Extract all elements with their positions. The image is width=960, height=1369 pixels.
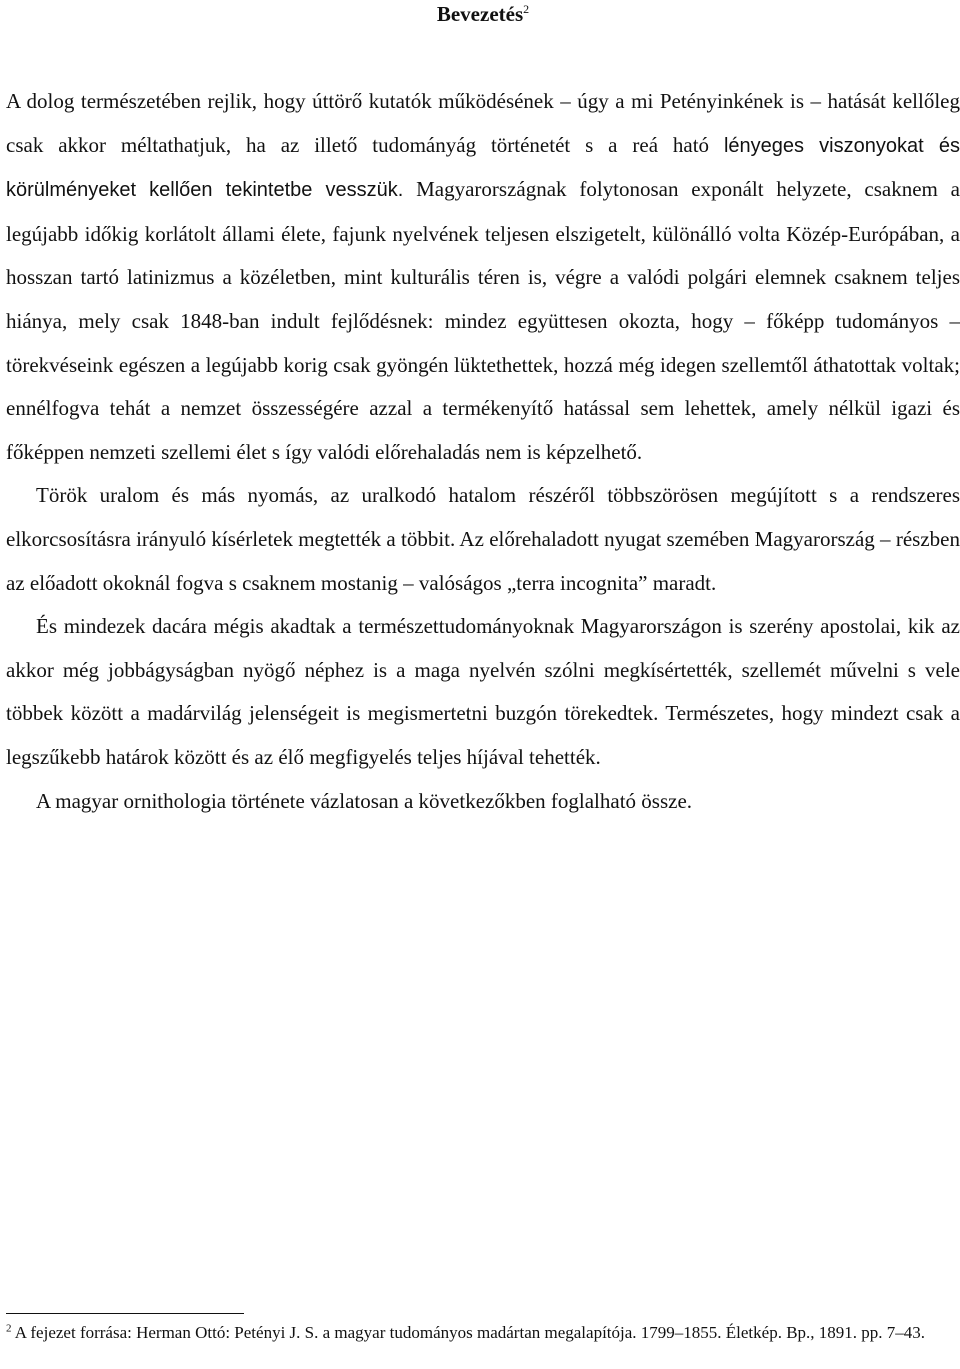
footnote-text: A fejezet forrása: Herman Ottó: Petényi J. S. a magyar tudományos madártan megalapítója. 1799–1855. Életkép. Bp., 1891. pp. 7–43. [11, 1323, 926, 1342]
title-footnote-ref: 2 [523, 2, 530, 16]
paragraph-4: A magyar ornithologia története vázlatosan a következőkben foglalható össze. [36, 788, 693, 813]
title-text: Bevezetés [436, 2, 524, 26]
body-text [6, 80, 960, 823]
paragraph-3: És mindezek dacára mégis akadtak a természettudományoknak Magyarországon is szerény apostolai, kik az akkor még jobbágyságban nyögő néphez is a maga nyelvén szólni megkísértették, szellemét művelni s vele többek között a madárvilág jelenségeit is megismertetni buzgón törekedtek. Természetes, hogy mindezt csak a legszűkebb határok között és az élő megfigyelés teljes híjával tehették. [6, 614, 960, 769]
page-title [6, 0, 960, 28]
paragraph-1-sans-part: lényeges viszonyokat és körülményeket kellően tekintetbe vesszük. [6, 134, 960, 202]
footnote-separator [6, 1313, 244, 1314]
paragraph-2: Török uralom és más nyomás, az uralkodó hatalom részéről többszörösen megújított s a rendszeres elkorcsosításra irányuló kísérletek megtették a többit. Az előrehaladott nyugat szemében Magyarország – részben az előadott okoknál fogva s csaknem mostanig – valóságos „terra incognita” maradt. [6, 483, 960, 595]
footnote [6, 1322, 958, 1344]
paragraph-1-rest: Magyarországnak folytonosan exponált helyzete, csaknem a legújabb időkig korlátolt állami élete, fajunk nyelvének teljesen elszigetelt, különálló volta Közép-Európában, a hosszan tartó latinizmus a közéletben, mint kulturális téren is, végre a valódi polgári elemnek csaknem teljes hiánya, mely csak 1848-ban indult fejlődésnek: mindez együttesen okozta, hogy – főképp tudományos – törekvéseink egészen a legújabb korig csak gyöngén lüktethettek, hozzá még idegen szellemtől áthatottak voltak; ennélfogva tehát a nemzet összességére azzal a termékenyítő hatással sem lehettek, amely nélkül igazi és főképpen nemzeti szellemi élet s így valódi előrehaladás nem is képzelhető. [6, 177, 960, 464]
paragraph-1 [6, 80, 960, 474]
footnote-marker: 2 [6, 1322, 12, 1335]
paragraph-1-lead: A dolog természetében rejlik, hogy úttörő kutatók működésének – úgy a mi Petényinkének is – hatását kellőleg csak akkor méltathatjuk, ha az illető tudományág történetét s a reá ható [6, 89, 960, 157]
document-page [6, 0, 960, 813]
